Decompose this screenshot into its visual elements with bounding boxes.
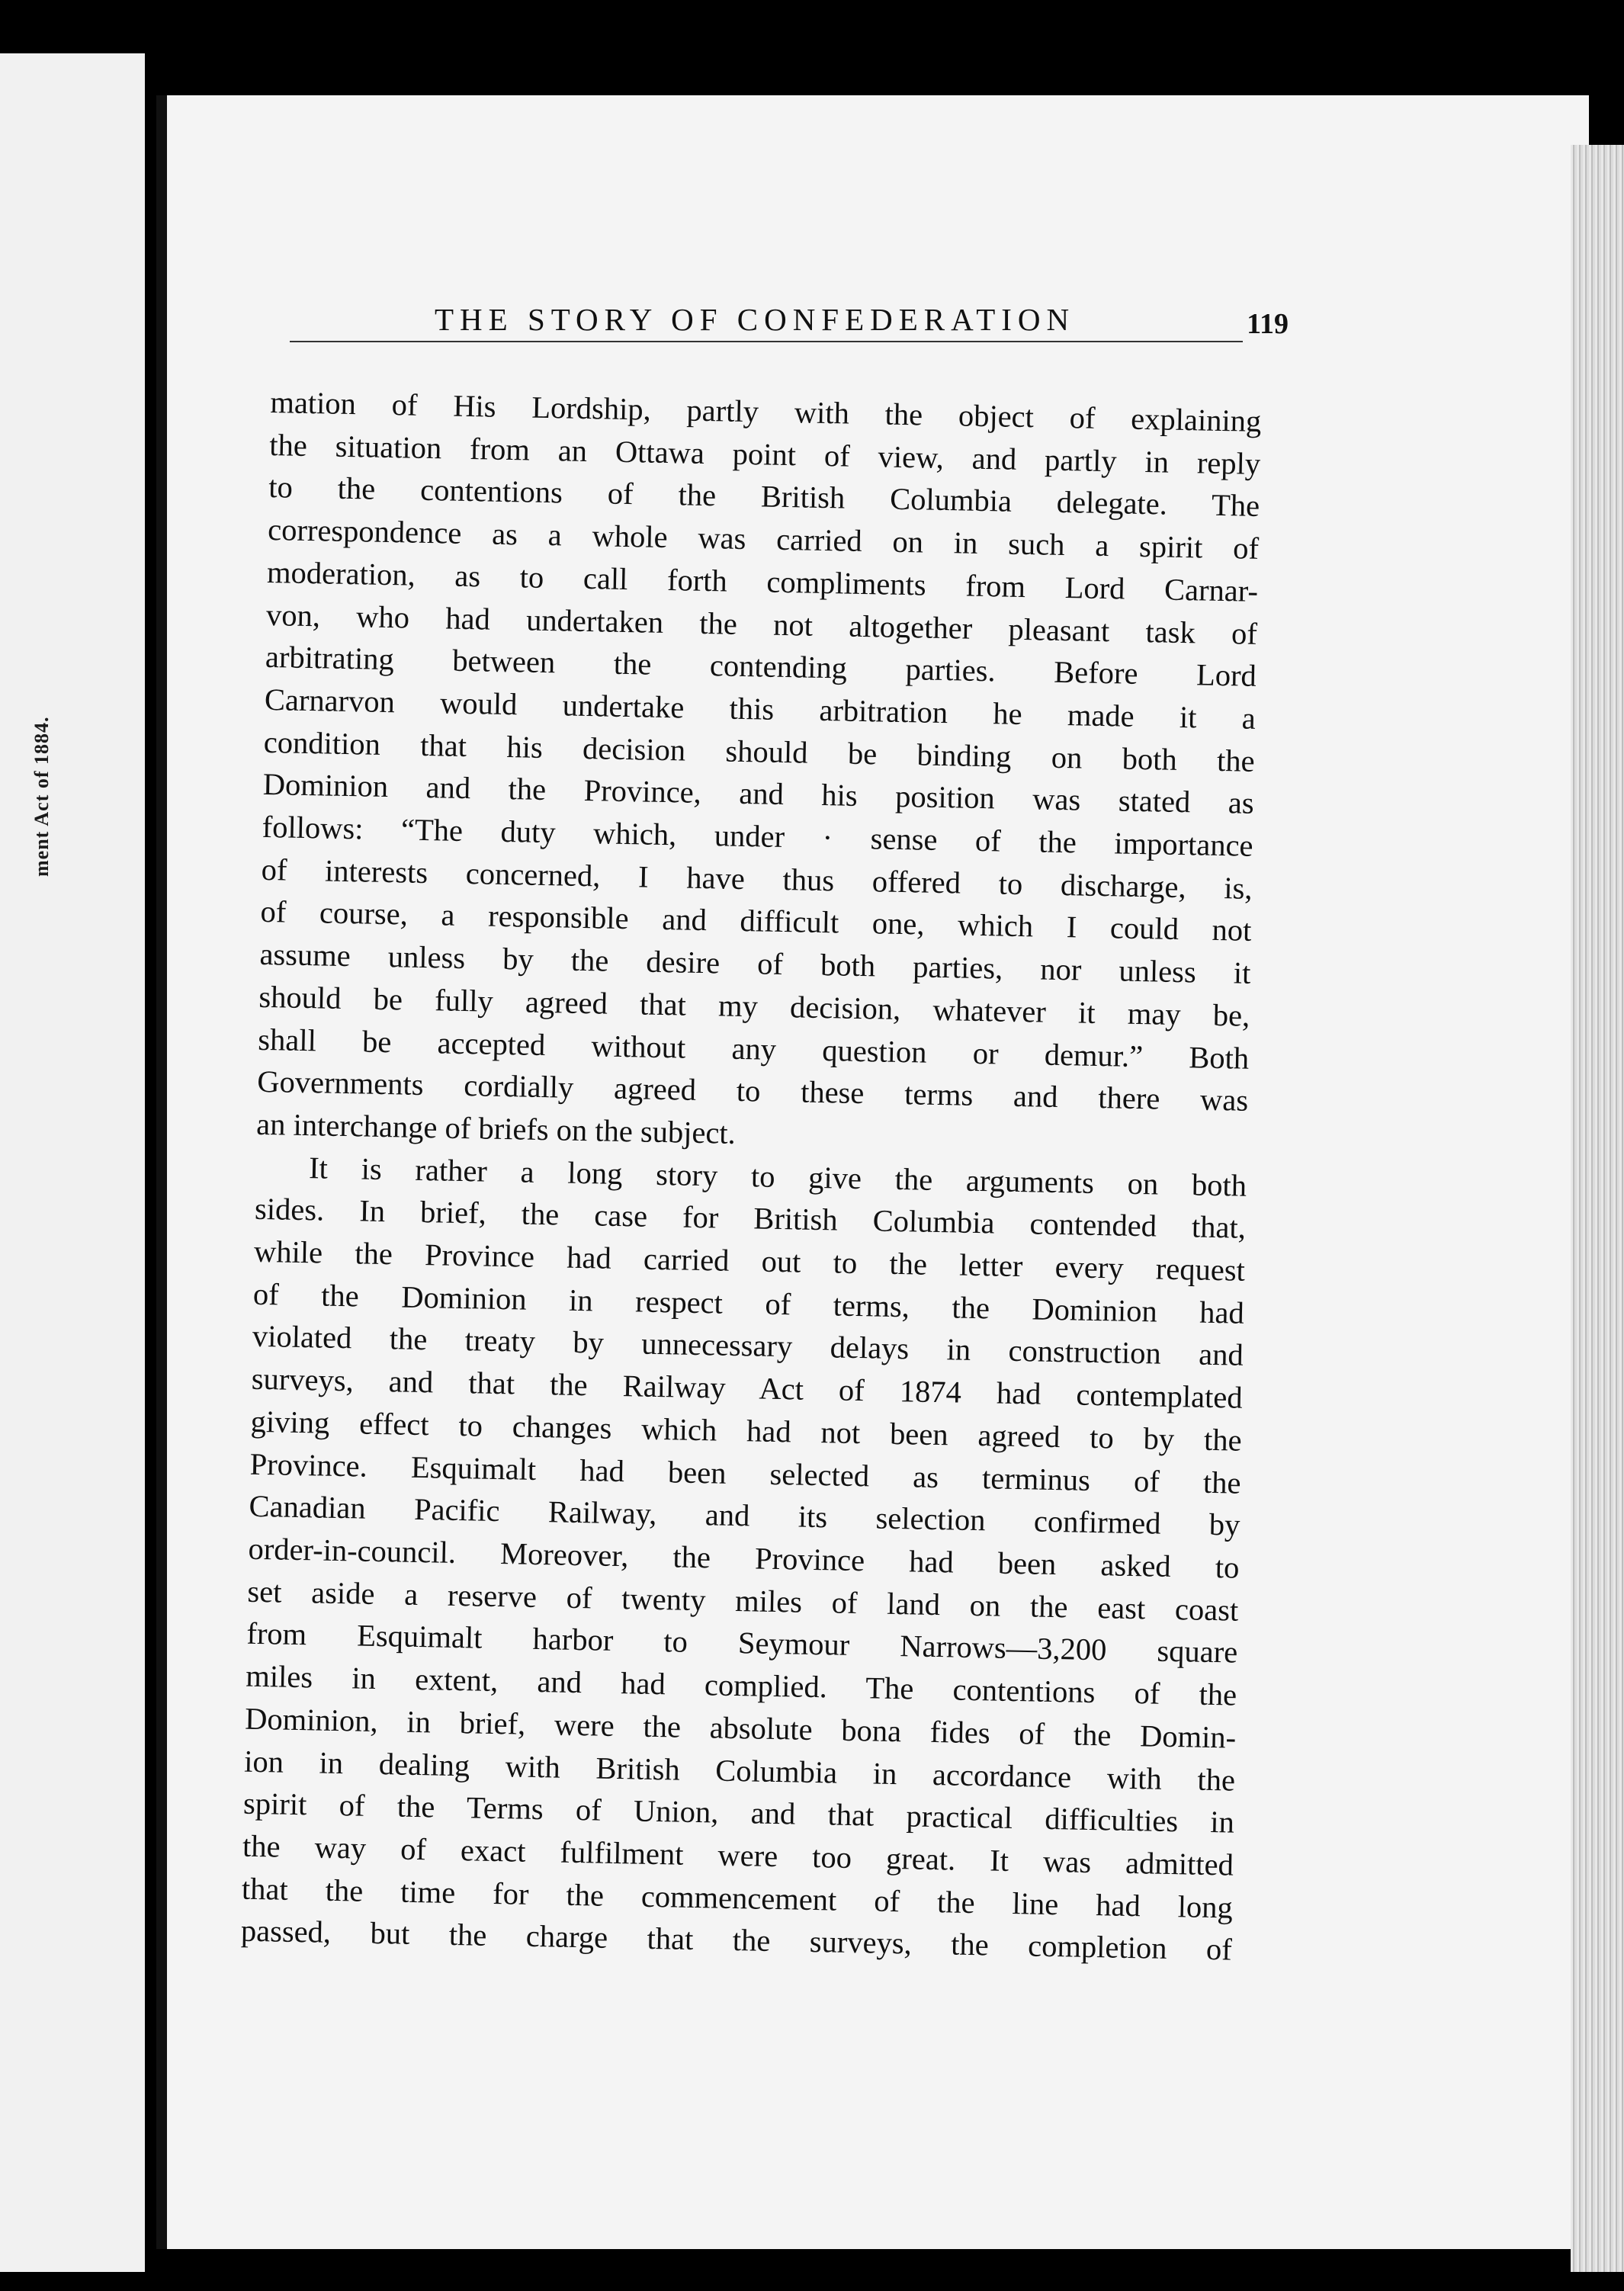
text-line: Carnarvon would undertake this arbitration he made it a	[264, 682, 1257, 736]
text-line: of course, a responsible and difficult one, which I could not	[260, 894, 1252, 948]
text-line: an interchange of briefs on the subject.	[255, 1106, 737, 1150]
text-line: miles in extent, and had complied. The contentions of the	[245, 1658, 1237, 1712]
text-line: mation of His Lordship, partly with the object of explaining	[270, 384, 1262, 438]
text-line: Canadian Pacific Railway, and its selection confirmed by	[249, 1489, 1240, 1542]
text-line: von, who had undertaken the not altogether pleasant task of	[265, 597, 1258, 651]
text-line: assume unless by the desire of both parties, nor unless it	[259, 937, 1251, 990]
text-line: shall be accepted without any question or demur.” Both	[257, 1022, 1250, 1076]
text-line: from Esquimalt harbor to Seymour Narrows—3,200 square	[246, 1616, 1238, 1670]
facing-page-spine-text: ment Act of 1884.	[30, 716, 53, 877]
text-line: correspondence as a whole was carried on in such a spirit of	[267, 512, 1260, 566]
text-line: set aside a reserve of twenty miles of land on the east coast	[247, 1574, 1239, 1628]
text-line: moderation, as to call forth compliments from Lord Carnar-	[266, 554, 1259, 608]
text-line: sides. In brief, the case for British Columbia contended that,	[254, 1192, 1247, 1246]
text-line: that the time for the commencement of the line had long	[241, 1871, 1234, 1925]
text-line: the situation from an Ottawa point of view, and partly in reply	[268, 427, 1261, 481]
page-stack-edge	[1571, 145, 1624, 2272]
text-line: ion in dealing with British Columbia in accordance with the	[243, 1744, 1236, 1798]
text-line: should be fully agreed that my decision, whatever it may be,	[258, 979, 1250, 1033]
text-line: follows: “The duty which, under · sense of the importance	[262, 809, 1253, 863]
text-line: It is rather a long story to give the arguments on both	[308, 1150, 1247, 1203]
body-text	[240, 381, 1261, 1972]
text-line: to the contentions of the British Columbia delegate. The	[268, 470, 1260, 524]
paragraph-2	[240, 1145, 1247, 1971]
text-line: passed, but the charge that the surveys, the completion of	[240, 1913, 1233, 1967]
text-line: surveys, and that the Railway Act of 1874 had contemplated	[251, 1361, 1244, 1415]
page-header	[290, 301, 1289, 347]
text-line: of the Dominion in respect of terms, the Dominion had	[252, 1276, 1245, 1330]
text-line: Dominion and the Province, and his position was stated as	[262, 767, 1255, 821]
text-line: the way of exact fulfilment were too great. It was admitted	[242, 1828, 1234, 1882]
text-line: order-in-council. Moreover, the Province had been asked to	[248, 1531, 1240, 1585]
text-line: violated the treaty by unnecessary delays in construction and	[252, 1319, 1244, 1373]
paragraph-1	[256, 381, 1262, 1164]
page-number: 119	[1247, 308, 1289, 340]
text-line: arbitrating between the contending parties. Before Lord	[265, 640, 1257, 694]
text-line: spirit of the Terms of Union, and that practical difficulties in	[242, 1786, 1235, 1840]
text-line: of interests concerned, I have thus offered to discharge, is,	[261, 852, 1253, 906]
text-line: Governments cordially agreed to these terms and there was	[256, 1064, 1249, 1118]
text-line: while the Province had carried out to the letter every request	[253, 1234, 1246, 1288]
text-line: giving effect to changes which had not been agreed to by the	[250, 1404, 1242, 1458]
running-head: THE STORY OF CONFEDERATION	[435, 302, 1076, 337]
text-line: Province. Esquimalt had been selected as terminus of the	[249, 1446, 1241, 1500]
text-line: condition that his decision should be binding on both the	[263, 724, 1256, 778]
header-rule	[290, 341, 1243, 342]
text-line: Dominion, in brief, were the absolute bona fides of the Domin-	[244, 1701, 1237, 1755]
facing-page-edge	[0, 53, 145, 2272]
